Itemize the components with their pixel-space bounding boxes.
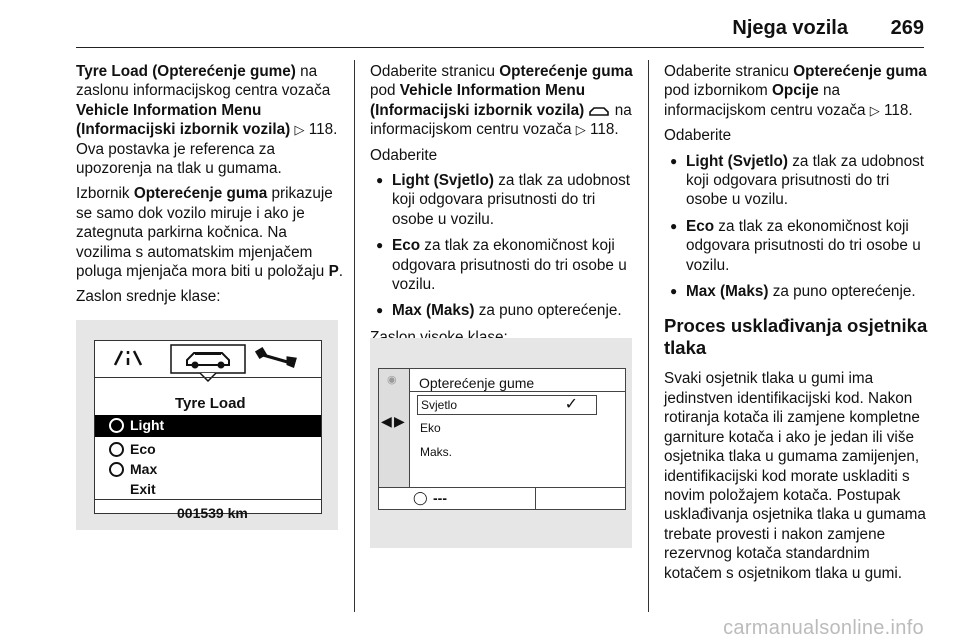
header-rule [76, 47, 924, 48]
option-max[interactable] [95, 459, 321, 481]
term: Opterećenje guma [793, 63, 927, 80]
option-eko[interactable]: Eko [420, 421, 441, 435]
column-divider [354, 60, 355, 612]
screen-title: Tyre Load [175, 395, 246, 412]
text: Izbornik [76, 185, 134, 203]
text: na informacijskom centru vozača [370, 101, 632, 139]
text: za tlak za ekonomičnost koji odgovara prisutnosti do tri osobe u vozilu. [392, 237, 627, 294]
text: za tlak za udobnost koji odgovara prisutnosti do tri osobe u vozilu. [686, 152, 925, 209]
option-eco[interactable] [95, 439, 321, 461]
list-item [664, 152, 930, 210]
wrench-icon [257, 349, 295, 366]
text: na informacijskom centru vozača [664, 82, 870, 119]
text: za puno opterećenje. [474, 302, 622, 320]
checkmark-icon: ✓ [564, 396, 578, 413]
watermark: carmanualsonline.info [723, 617, 924, 639]
road-icon [115, 351, 141, 365]
option-list [664, 152, 930, 302]
paragraph: Odaberite [370, 146, 438, 164]
text: pod izbornikom [664, 82, 772, 100]
term: Opcije [771, 82, 819, 100]
text: . [908, 101, 913, 119]
text: . Ova postavka je referenca za upozorenja na tlak u gumama. [76, 121, 338, 178]
text: Odaberite stranicu [370, 63, 500, 80]
list-item [370, 301, 636, 320]
column-2 [370, 62, 636, 353]
high-display-figure [370, 338, 632, 548]
text: za tlak za udobnost koji odgovara prisutnosti do tri osobe u vozilu. [392, 172, 631, 228]
paragraph [664, 62, 930, 120]
column-3 [664, 62, 930, 589]
term: Opterećenje guma [133, 185, 268, 203]
arrow-right-icon[interactable]: ▶ [394, 413, 405, 429]
mid-display-figure [76, 320, 338, 530]
page-ref[interactable]: 118 [585, 121, 615, 139]
column-1 [76, 62, 344, 313]
paragraph [76, 62, 344, 178]
list-item [370, 171, 636, 229]
text: . [614, 121, 619, 139]
page-ref-icon: ▷ [869, 102, 880, 118]
odometer: 001539 km [177, 505, 248, 521]
status-text: --- [433, 490, 447, 506]
high-display-screen [378, 368, 626, 510]
page-ref-icon: ▷ [575, 122, 586, 138]
option-svjetlo[interactable] [417, 395, 597, 415]
text: na zaslonu informacijskog centra vozača [76, 63, 331, 100]
exit-item[interactable]: Exit [130, 481, 156, 497]
paragraph [370, 62, 636, 140]
option-label: Svjetlo [421, 398, 458, 412]
list-item [664, 217, 930, 275]
page-ref-icon: ▷ [294, 122, 305, 138]
text: pod [370, 82, 400, 100]
text: . [338, 263, 344, 281]
text: za puno opterećenje. [768, 283, 916, 301]
page-number: 269 [890, 17, 924, 39]
term: Max (Maks) [686, 283, 769, 301]
list-item [370, 236, 636, 294]
term: Opterećenje guma [499, 63, 633, 80]
car-icon [187, 353, 229, 368]
term: Max (Maks) [392, 302, 475, 320]
radio-icon [109, 442, 124, 457]
screen-title: Opterećenje gume [419, 375, 535, 391]
option-label: Eco [130, 441, 156, 457]
text: za tlak za ekonomičnost koji odgovara prisutnosti do tri osobe u vozilu. [686, 217, 921, 274]
term: Light (Svjetlo) [392, 172, 494, 190]
term: Vehicle Information Menu (Informacijski izbornik vozila) [76, 101, 291, 139]
paragraph: Zaslon srednje klase: [76, 288, 221, 306]
option-label: Light [130, 417, 165, 433]
term: Light (Svjetlo) [686, 152, 788, 170]
section-heading: Proces usklađivanja osjetnika tlaka [664, 315, 928, 359]
tab-selected-frame [171, 345, 245, 373]
list-item [664, 282, 930, 301]
paragraph: Odaberite [664, 127, 732, 145]
option-label: Max [130, 461, 158, 477]
page-ref[interactable]: 118 [304, 121, 334, 139]
option-list [370, 171, 636, 321]
page-header [0, 0, 960, 48]
term: Eco [686, 217, 715, 235]
tyre-icon: ◉ [387, 374, 397, 386]
term: Tyre Load (Opterećenje gume) [76, 63, 296, 80]
term: Vehicle Information Menu (Informacijski izbornik vozila) [370, 82, 586, 119]
text: prikazuje se samo dok vozilo miruje i ako je zategnuta parkirna kočnica. Na vozilima s automatskim mjenjačem poluga mjenjača mora biti u položaju [76, 185, 333, 281]
page-ref[interactable]: 118 [879, 101, 909, 119]
tyre-warning-icon: ◯ [413, 490, 428, 505]
arrow-left-icon[interactable]: ◀ [381, 413, 392, 429]
term: Eco [392, 237, 421, 255]
paragraph: Svaki osjetnik tlaka u gumi ima jedinstven identifikacijski kod. Nakon rotiranja kotača ili zamjene kompletne garniture kotača i ako je jedan ili više osjetnika tlaka u gumama zamijenjen, identifikacijski kod morate uskladiti s novim položajem kotača. Postupak usklađivanja osjetnika tlaka u gumama trebate provesti i nakon zamjene rezervnog kotača standardnim kotačem s osjetnikom tlaka u gumi. [664, 370, 926, 582]
car-icon [588, 105, 610, 117]
option-maks[interactable]: Maks. [420, 445, 453, 459]
column-divider [648, 60, 649, 612]
term: P [328, 263, 339, 281]
radio-icon [109, 462, 124, 477]
option-light[interactable] [95, 415, 321, 437]
mid-display-screen [94, 340, 322, 521]
radio-icon [109, 418, 124, 433]
tab-icons [95, 341, 321, 385]
paragraph [76, 184, 344, 281]
chapter-title: Njega vozila [732, 17, 848, 39]
text: Odaberite stranicu [664, 63, 794, 80]
